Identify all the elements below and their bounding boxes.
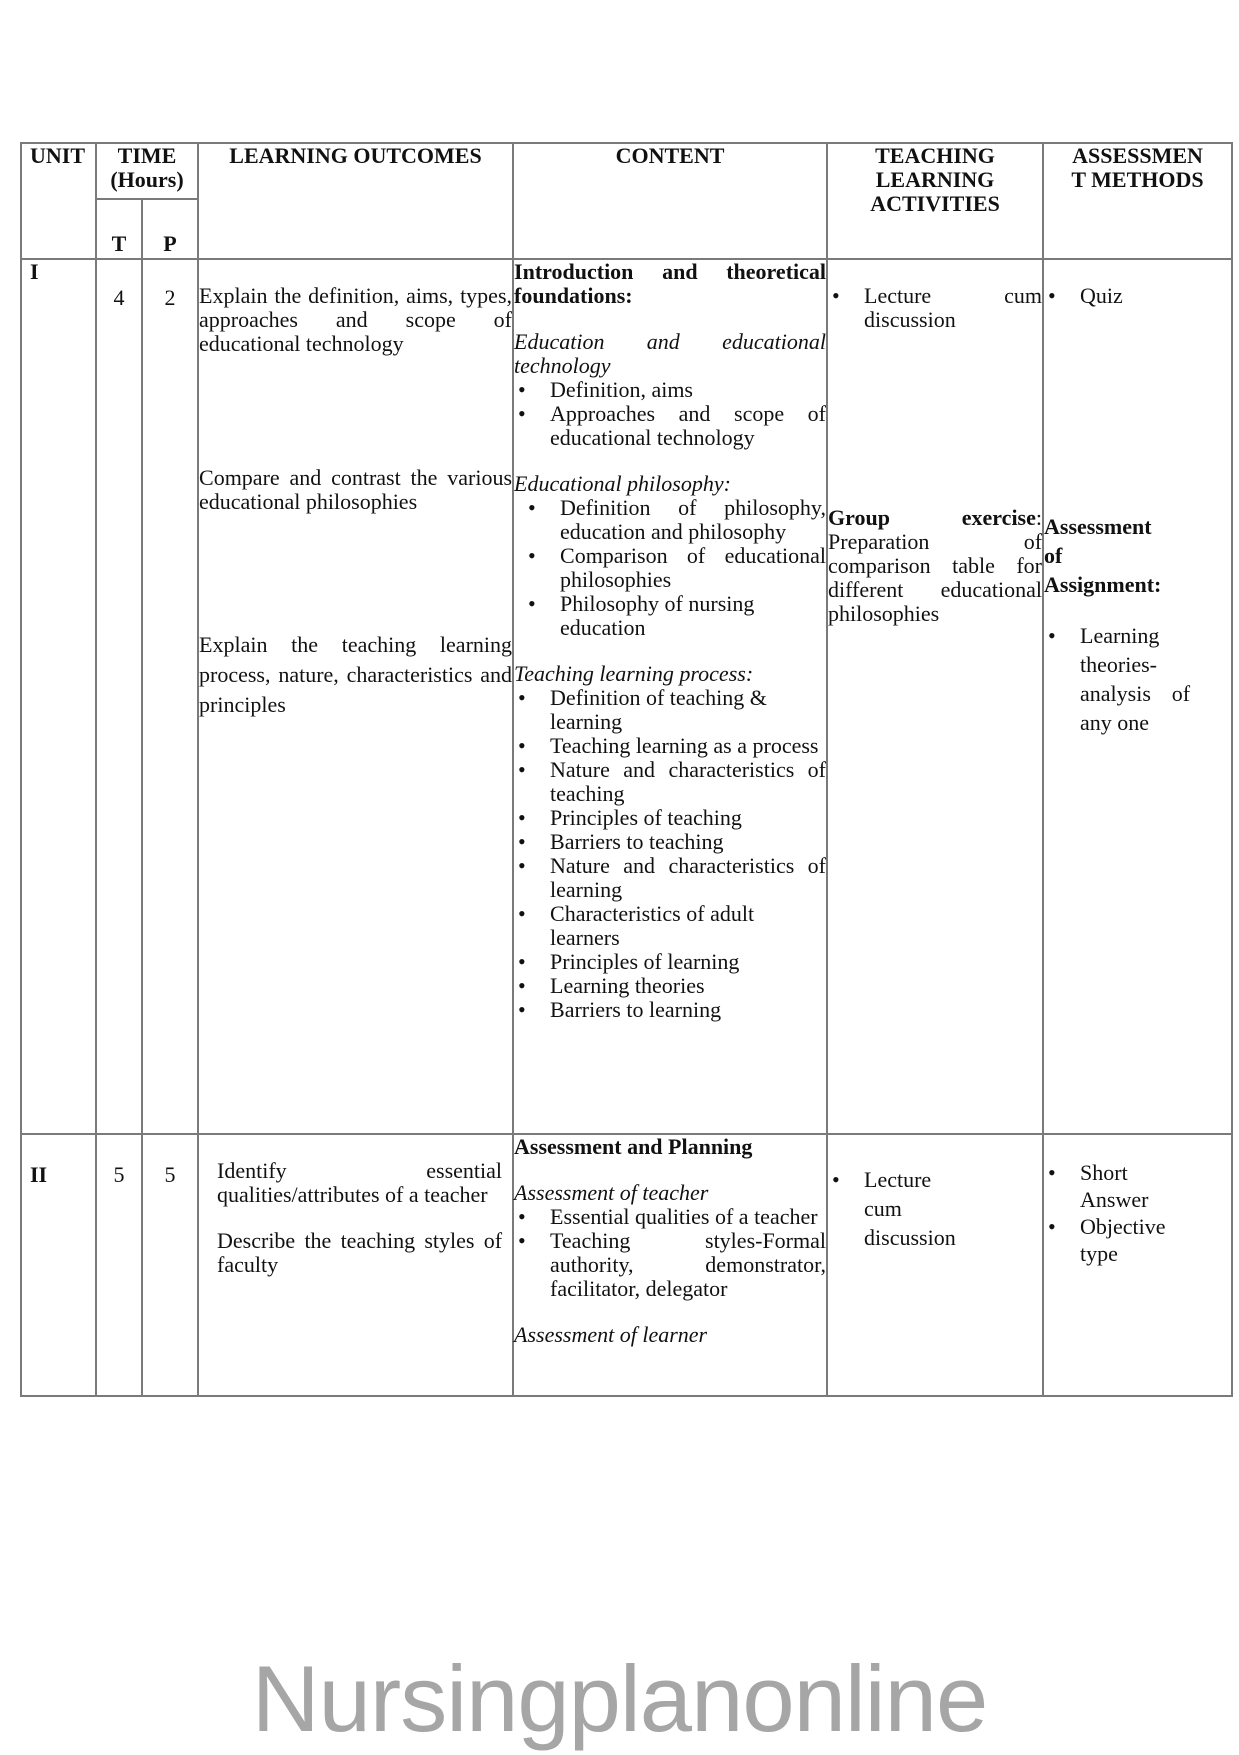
theory-hours: 4: [96, 259, 142, 1134]
list-item: • Principles of learning: [518, 949, 740, 974]
assessment-list: [1044, 284, 1231, 308]
course-plan-table: [20, 142, 1233, 1397]
table-row-unit-2: [21, 1134, 1232, 1396]
teaching-activities-cell: [827, 1134, 1043, 1396]
content-list: [514, 686, 826, 1022]
content-section-heading: Assessment of learner: [514, 1322, 708, 1347]
table-row-unit-1: [21, 259, 1232, 1134]
content-section-heading: Assessment of teacher: [514, 1180, 709, 1205]
bullet-icon: •: [832, 283, 840, 308]
bullet-icon: •: [518, 377, 526, 402]
learning-outcomes-cell: [198, 259, 513, 1134]
group-exercise-label: Group exercise: [828, 505, 1036, 530]
content-list: [514, 1205, 826, 1301]
header-assess-line1: ASSESSMEN: [1072, 143, 1203, 168]
list-item: • Barriers to teaching: [518, 829, 724, 854]
activities-list: [828, 284, 1042, 332]
bullet-icon: •: [518, 949, 526, 974]
group-exercise-text: Group exercise: Preparation of comparison table for different educational philosophies: [828, 505, 1043, 626]
content-section-heading: Education and educational technology: [514, 329, 827, 378]
header-tla-line1: TEACHING: [875, 143, 995, 168]
header-content: CONTENT: [513, 143, 827, 259]
teaching-activities-cell: [827, 259, 1043, 1134]
list-item: • Philosophy of nursing education: [528, 591, 755, 640]
assessment-cell: [1043, 1134, 1232, 1396]
practical-hours: 5: [142, 1134, 198, 1396]
bullet-icon: •: [518, 901, 526, 926]
header-tla-line2: LEARNING: [875, 167, 995, 192]
bullet-icon: •: [518, 401, 526, 426]
header-teaching-learning-activities: [827, 143, 1043, 259]
header-tla-line3: ACTIVITIES: [870, 191, 1000, 216]
header-assess-line2: T METHODS: [1071, 167, 1204, 192]
watermark-logo-text: Nursingplanonline: [251, 1646, 988, 1751]
outcome-text: Explain the definition, aims, types, approaches and scope of educational technology: [199, 283, 513, 356]
content-title: Assessment and Planning: [514, 1134, 753, 1159]
content-section-heading: Teaching learning process:: [514, 661, 754, 686]
assessment-list: [1044, 1159, 1231, 1267]
bullet-icon: •: [518, 853, 526, 878]
bullet-icon: •: [518, 733, 526, 758]
bullet-icon: •: [1048, 623, 1056, 648]
header-assessment-methods: [1043, 143, 1232, 259]
bullet-icon: •: [518, 997, 526, 1022]
content-section-heading: Educational philosophy:: [514, 471, 731, 496]
outcome-text: Compare and contrast the various educational philosophies: [199, 465, 513, 514]
outcome-text: Identify essential qualities/attributes of a teacher: [217, 1158, 503, 1207]
list-item: • Characteristics of adult learners: [518, 901, 755, 950]
list-item: • Definition of philosophy, education and philosophy: [528, 495, 827, 544]
activities-list: [828, 1165, 1042, 1252]
bullet-icon: •: [518, 757, 526, 782]
bullet-icon: •: [518, 829, 526, 854]
content-list: [514, 496, 826, 640]
bullet-icon: •: [1048, 283, 1056, 308]
theory-hours: 5: [96, 1134, 142, 1396]
list-item: • Learning theories-analysis of any one: [1048, 623, 1191, 735]
header-p: P: [142, 199, 198, 259]
list-item: • Teaching learning as a process: [518, 733, 819, 758]
list-item: • Barriers to learning: [518, 997, 722, 1022]
list-item: • Quiz: [1048, 283, 1123, 308]
content-cell: [513, 259, 827, 1134]
bullet-icon: •: [832, 1167, 840, 1192]
list-item: • Nature and characteristics of learning: [518, 853, 827, 902]
list-item: • Teaching styles-Formal authority, demonstrator, facilitator, delegator: [518, 1228, 827, 1301]
content-cell: [513, 1134, 827, 1396]
list-item: • Definition of teaching & learning: [518, 685, 767, 734]
list-item: • Objective type: [1048, 1214, 1166, 1266]
list-item: • Lecture cum discussion: [832, 1167, 956, 1250]
learning-outcomes-cell: [198, 1134, 513, 1396]
unit-cell: I: [21, 259, 96, 1134]
header-hours-label: (Hours): [110, 167, 184, 192]
list-item: • Principles of teaching: [518, 805, 742, 830]
bullet-icon: •: [1048, 1160, 1056, 1185]
unit-cell: II: [21, 1134, 96, 1396]
bullet-icon: •: [1048, 1214, 1056, 1239]
bullet-icon: •: [528, 591, 536, 616]
list-item: • Short Answer: [1048, 1160, 1149, 1212]
content-title: Introduction and theoretical foundations:: [514, 259, 827, 308]
list-item: • Lecture cum discussion: [832, 283, 1043, 332]
bullet-icon: •: [518, 1204, 526, 1229]
outcome-text: Explain the teaching learning process, nature, characteristics and principles: [199, 632, 513, 717]
list-item: • Comparison of educational philosophies: [528, 543, 827, 592]
assignment-heading: Assessment of Assignment:: [1044, 514, 1162, 597]
bullet-icon: •: [518, 973, 526, 998]
list-item: • Approaches and scope of educational technology: [518, 401, 827, 450]
content-list: [514, 378, 826, 450]
bullet-icon: •: [518, 805, 526, 830]
practical-hours: 2: [142, 259, 198, 1134]
bullet-icon: •: [528, 543, 536, 568]
list-item: • Essential qualities of a teacher: [518, 1204, 818, 1229]
bullet-icon: •: [518, 1228, 526, 1253]
list-item: • Learning theories: [518, 973, 705, 998]
bullet-icon: •: [518, 685, 526, 710]
bullet-icon: •: [528, 495, 536, 520]
header-t: T: [96, 199, 142, 259]
outcome-text: Describe the teaching styles of faculty: [217, 1228, 503, 1277]
header-learning-outcomes: LEARNING OUTCOMES: [198, 143, 513, 259]
assessment-cell: [1043, 259, 1232, 1134]
list-item: • Nature and characteristics of teaching: [518, 757, 827, 806]
header-unit: UNIT: [21, 143, 96, 259]
header-time: [96, 143, 198, 199]
header-row: [21, 143, 1232, 199]
list-item: • Definition, aims: [518, 377, 693, 402]
header-time-label: TIME: [117, 143, 177, 168]
assessment-list: [1044, 621, 1231, 737]
